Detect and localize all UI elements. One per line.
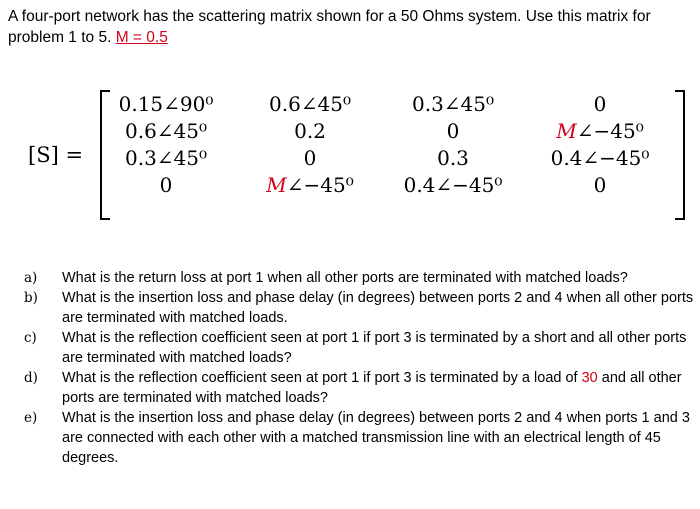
question-text: and all other ports are terminated with matched loads? [62,370,682,406]
matrix-label: [S] = [28,143,84,167]
problem-intro [8,6,696,48]
m-value-highlight: M = 0.5 [115,29,168,46]
matrix-cell-s32 [240,146,380,170]
matrix-cell-s13 [383,92,523,116]
matrix-cell-value: 0.6∠45⁰ [124,119,208,143]
question-highlight-value: 30 [581,370,598,386]
matrix-cell-value: 0.4∠−45⁰ [403,173,503,197]
matrix-cell-value: 0.3 [437,146,469,170]
question-label: b) [24,290,38,306]
question-text: What is the insertion loss and phase delay (in degrees) between ports 2 and 4 when ports 1 and 3 are connected with each other with a matched transmission line with an electrical length of 45 degrees. [62,410,690,466]
matrix-cell-s34 [530,146,670,170]
question-item [24,328,696,368]
question-label: c) [24,330,37,346]
matrix-cell-value: 0.15∠90⁰ [118,92,214,116]
matrix-cell-value: 0.6∠45⁰ [268,92,352,116]
question-text: What is the reflection coefficient seen at port 1 if port 3 is terminated by a short and all other ports are terminated with matched loads? [62,330,687,366]
matrix-cell-s43 [383,173,523,197]
matrix-cell-s22 [240,119,380,143]
question-label: e) [24,410,38,426]
question-text: What is the reflection coefficient seen at port 1 if port 3 is terminated by a load of [62,370,582,386]
matrix-cell-value: ∠−45⁰ [286,173,354,197]
question-item [24,408,696,468]
question-item [24,268,696,288]
matrix-cell-value: 0.3∠45⁰ [124,146,208,170]
matrix-cell-s23 [383,119,523,143]
matrix-cell-s33 [383,146,523,170]
matrix-cell-value: 0 [446,119,460,143]
matrix-cell-value: 0 [593,92,607,116]
question-list [24,268,696,468]
question-label: d) [24,370,38,386]
matrix-cell-s12 [240,92,380,116]
question-label: a) [24,270,38,286]
matrix-cell-s44 [530,173,670,197]
question-item [24,368,696,408]
matrix-cell-s42 [240,173,380,197]
matrix-cell-s31 [96,146,236,170]
matrix-cell-s21 [96,119,236,143]
matrix-cell-s41 [96,173,236,197]
matrix-cell-value: 0.3∠45⁰ [411,92,495,116]
question-text: What is the insertion loss and phase delay (in degrees) between ports 2 and 4 when all other ports are terminated with matched loads. [62,290,694,326]
matrix-symbol-m: M [556,119,577,143]
matrix-right-bracket [675,90,685,220]
matrix-cell-s14 [530,92,670,116]
matrix-cell-value: 0.4∠−45⁰ [550,146,650,170]
matrix-symbol-m: M [266,173,287,197]
matrix-cell-s24 [530,119,670,143]
matrix-cell-value: 0 [303,146,317,170]
intro-text: A four-port network has the scattering matrix shown for a 50 Ohms system. Use this matrix for problem 1 to 5. [8,8,651,46]
matrix-cell-value: 0.2 [294,119,326,143]
question-text: What is the return loss at port 1 when all other ports are terminated with matched loads? [62,270,628,286]
matrix-cell-s11 [96,92,236,116]
matrix-cell-value: 0 [159,173,173,197]
matrix-cell-value: 0 [593,173,607,197]
question-item [24,288,696,328]
matrix-cell-value: ∠−45⁰ [576,119,644,143]
